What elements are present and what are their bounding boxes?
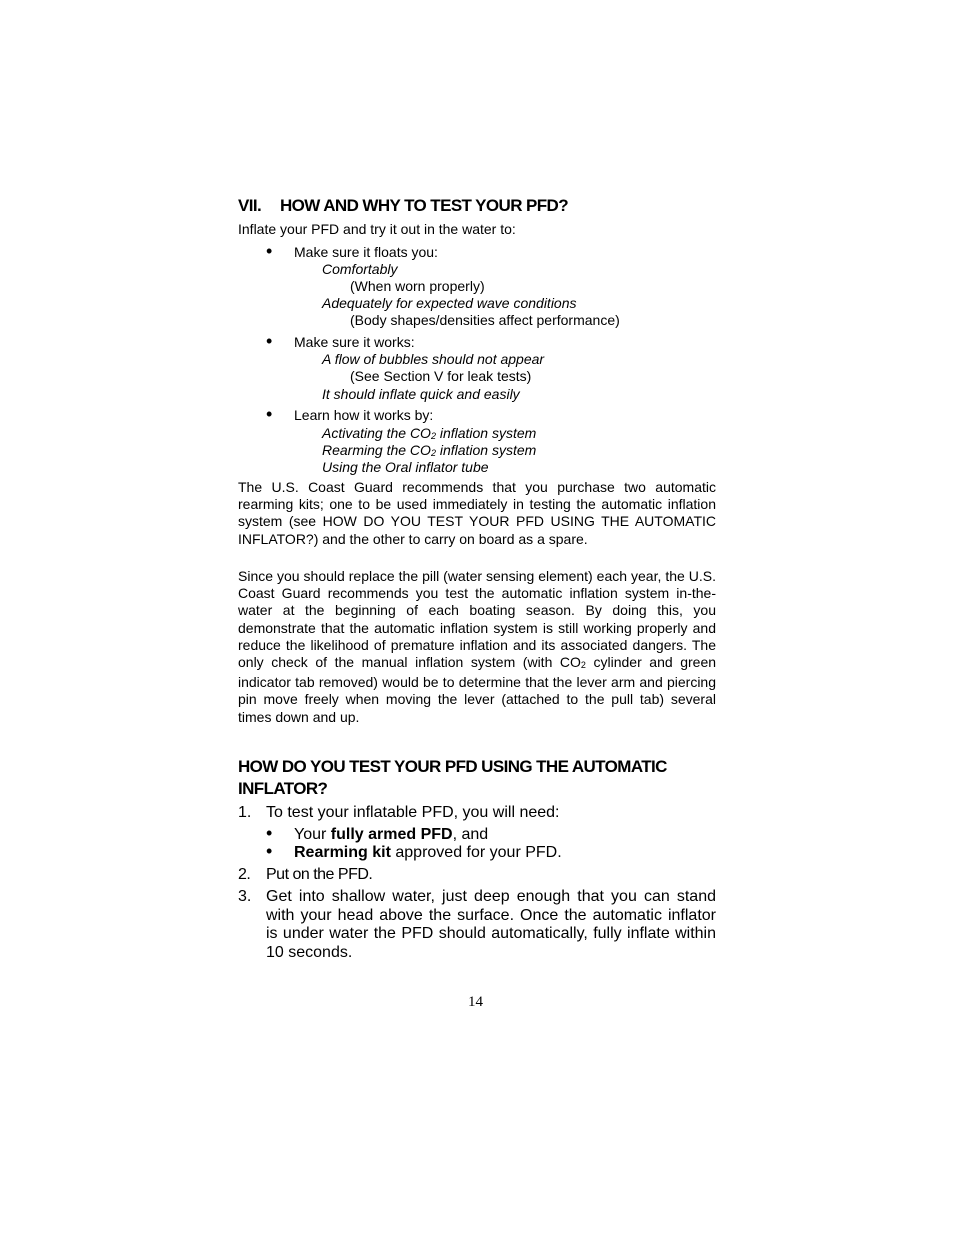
step-number: 2. (238, 866, 251, 883)
bullet-icon: • (266, 841, 273, 861)
sub-line: Comfortably (322, 261, 398, 277)
bullet-label: Make sure it works: (294, 334, 415, 350)
bullet-icon: • (266, 404, 273, 424)
section-number: VII. (238, 196, 262, 215)
sub-line: (When worn properly) (350, 278, 485, 294)
bullet-icon: • (266, 241, 273, 261)
paragraph-pill-replacement: Since you should replace the pill (water sensing element) each year, the U.S. Coast Guard recommends you test the automatic inflation system in-the-water at the beginning of each boating season. By doing this, you demonstrate that the automatic inflation system is still working properly and reduce the likelihood of premature inflation and its associated dangers. The only check of the manual inflation system (with $CO_2$ cylinder and green indicator tab removed) would be to determine that the lever arm and piercing pin move freely when moving the lever (attached to the pull tab) several times down and up. (238, 568, 717, 725)
bullet-label: Make sure it floats you: (294, 244, 438, 260)
step-text: Put on the PFD. (266, 866, 373, 883)
sub-line: Activating the $CO_2$ inflation system (322, 425, 537, 441)
bullet-label: Learn how it works by: (294, 407, 434, 423)
subsection-heading: HOW DO YOU TEST YOUR PFD USING THE AUTOMATIC INFLATOR? (238, 757, 667, 798)
step-number: 3. (238, 888, 252, 905)
step-number: 1. (238, 804, 252, 821)
bullet-icon: • (266, 331, 273, 351)
page-number: 14 (468, 994, 483, 1010)
sub-line: A flow of bubbles should not appear (322, 351, 545, 367)
section-heading (238, 196, 568, 216)
section-title: HOW AND WHY TO TEST YOUR PFD? (280, 196, 568, 215)
bullet-icon: • (266, 823, 273, 843)
step-text: Get into shallow water, just deep enough that you can stand with your head above the surface. Once the automatic inflator is under water the PFD should automatically, fully inflate within 10 seconds. (266, 888, 716, 961)
paragraph-rearming-kits: The U.S. Coast Guard recommends that you purchase two automatic rearming kits; one to be used immediately in testing the automatic inflation system (see HOW DO YOU TEST YOUR PFD USING THE AUTOMATIC INFLATOR?) and the other to carry on board as a spare. (238, 479, 716, 547)
sub-line: It should inflate quick and easily (322, 386, 520, 402)
sub-line: (Body shapes/densities affect performance) (350, 312, 620, 328)
sub-line: (See Section V for leak tests) (350, 368, 532, 384)
sub-line: Rearming the $CO_2$ inflation system (322, 442, 537, 458)
section-intro: Inflate your PFD and try it out in the water to: (238, 221, 516, 237)
step-text: To test your inflatable PFD, you will need: (266, 804, 560, 821)
sub-line: Adequately for expected wave conditions (322, 295, 577, 311)
sub-line: Using the Oral inflator tube (322, 459, 489, 475)
